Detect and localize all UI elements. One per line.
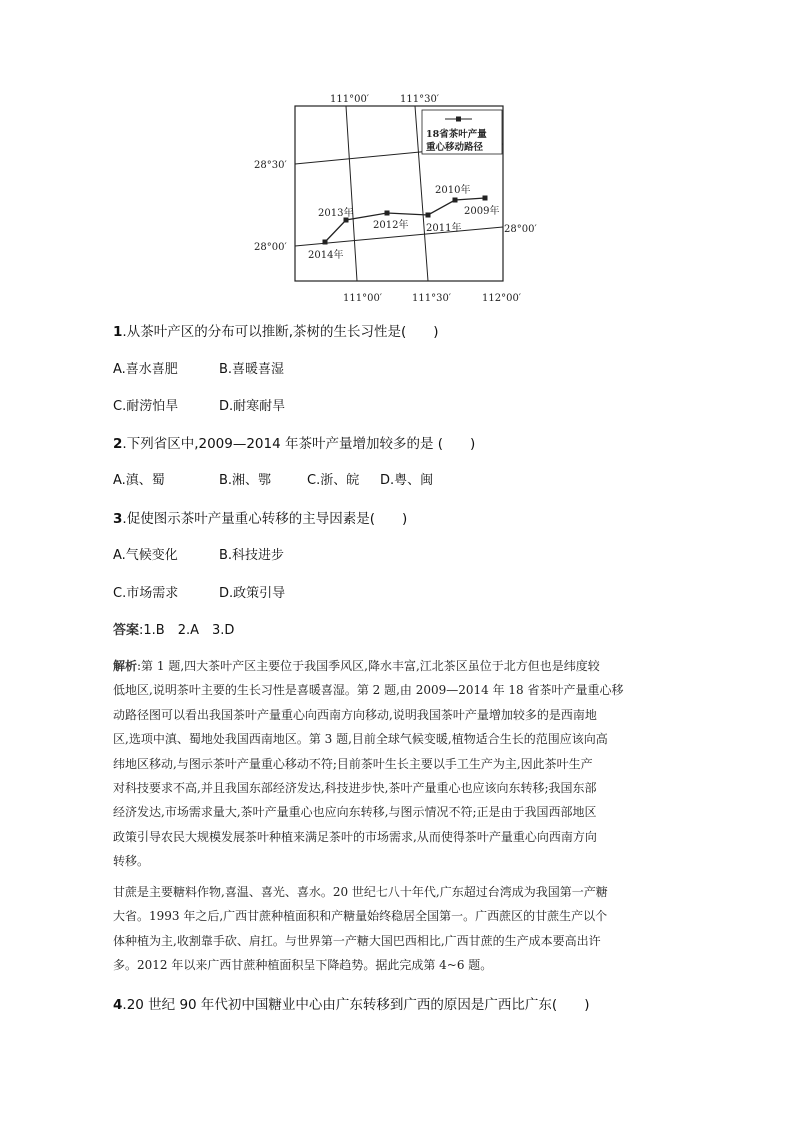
point-2010 xyxy=(453,198,458,203)
question-1-stem: .从茶叶产区的分布可以推断,茶树的生长习性是( ) xyxy=(122,324,439,340)
question-3-stem: .促使图示茶叶产量重心转移的主导因素是( ) xyxy=(122,511,408,527)
bottom-label-112-00: 112°00′ xyxy=(482,293,522,304)
question-3-number: 3 xyxy=(113,511,123,527)
q2-option-c: C.浙、皖 xyxy=(307,473,360,488)
question-1-options-row-1 xyxy=(113,358,284,377)
q1-option-c: C.耐涝怕旱 xyxy=(113,399,179,414)
analysis-line: 纬地区移动,与图示茶叶产量重心移动不符;目前茶叶生长主要以手工生产为主,因此茶叶生产 xyxy=(113,756,593,771)
legend-marker-icon xyxy=(456,117,461,122)
q1-option-a: A.喜水喜肥 xyxy=(113,362,178,377)
analysis-line: 转移。 xyxy=(113,854,150,869)
q2-option-a: A.滇、蜀 xyxy=(113,473,165,488)
analysis-line: 对科技要求不高,并且我国东部经济发达,科技进步快,茶叶产量重心也应该向东转移;我国东部 xyxy=(113,781,597,796)
question-2-options xyxy=(113,469,433,488)
year-label-2013: 2013年 xyxy=(318,208,354,219)
analysis-line: 政策引导农民大规模发展茶叶种植来满足茶叶的市场需求,从而使得茶叶产量重心向西南方向 xyxy=(113,829,597,844)
question-3-options-row-1 xyxy=(113,544,284,563)
left-label-28-30: 28°30′ xyxy=(254,160,287,171)
question-4-number: 4 xyxy=(113,997,123,1013)
question-2-number: 2 xyxy=(113,436,123,452)
analysis-line: 区,选项中滇、蜀地处我国西南地区。第 3 题,目前全球气候变暖,植物适合生长的范围应该向高 xyxy=(113,732,608,747)
q3-option-a: A.气候变化 xyxy=(113,548,178,563)
bottom-label-111-30: 111°30′ xyxy=(412,293,452,304)
analysis-line-text: :第 1 题,四大茶叶产区主要位于我国季风区,降水丰富,江北茶区虽位于北方但也是纬度较 xyxy=(137,659,600,673)
question-2 xyxy=(113,432,475,452)
bottom-label-111-00: 111°00′ xyxy=(343,293,383,304)
legend-line-2: 重心移动路径 xyxy=(426,142,484,153)
q1-option-b: B.喜暖喜湿 xyxy=(219,362,285,377)
tea-center-map xyxy=(250,92,540,307)
analysis-line: 经济发达,市场需求量大,茶叶产量重心也应向东转移,与图示情况不符;正是由于我国西部地区 xyxy=(113,805,597,820)
point-2012 xyxy=(385,211,390,216)
left-label-28-00: 28°00′ xyxy=(254,242,287,253)
analysis-line xyxy=(113,654,683,678)
material-line: 大省。1993 年之后,广西甘蔗种植面积和产糖量始终稳居全国第一。广西蔗区的甘蔗生产以个 xyxy=(113,909,608,924)
q1-option-d: D.耐寒耐旱 xyxy=(219,399,286,414)
question-1-number: 1 xyxy=(113,324,123,340)
meridian-111-00 xyxy=(346,106,357,281)
material-paragraph xyxy=(113,880,683,978)
year-label-2009: 2009年 xyxy=(464,206,500,217)
question-2-stem: .下列省区中,2009—2014 年茶叶产量增加较多的是 ( ) xyxy=(122,436,476,452)
q2-option-b: B.湘、鄂 xyxy=(219,473,272,488)
legend-line-1: 18省茶叶产量 xyxy=(426,129,487,140)
question-3 xyxy=(113,507,407,527)
year-label-2010: 2010年 xyxy=(435,185,471,196)
q3-option-b: B.科技进步 xyxy=(219,548,285,563)
analysis-paragraph xyxy=(113,654,683,874)
material-line: 多。2012 年以来广西甘蔗种植面积呈下降趋势。据此完成第 4~6 题。 xyxy=(113,958,493,973)
material-line: 甘蔗是主要糖料作物,喜温、喜光、喜水。20 世纪七八十年代,广东超过台湾成为我国第一产糖 xyxy=(113,885,608,899)
analysis-label: 解析 xyxy=(113,659,138,673)
answer-line xyxy=(113,619,234,638)
question-4 xyxy=(113,993,589,1013)
analysis-line: 低地区,说明茶叶主要的生长习性是喜暖喜湿。第 2 题,由 2009—2014 年 18 省茶叶产量重心移 xyxy=(113,683,624,698)
answer-text: :1.B 2.A 3.D xyxy=(139,623,235,638)
question-4-stem: .20 世纪 90 年代初中国糖业中心由广东转移到广西的原因是广西比广东( ) xyxy=(122,997,590,1013)
question-1 xyxy=(113,320,439,340)
q2-option-d: D.粤、闽 xyxy=(380,473,434,488)
q3-option-c: C.市场需求 xyxy=(113,586,179,601)
top-label-111-00: 111°00′ xyxy=(330,94,370,105)
q3-option-d: D.政策引导 xyxy=(219,586,286,601)
year-label-2012: 2012年 xyxy=(373,220,409,231)
top-label-111-30: 111°30′ xyxy=(400,94,440,105)
point-2011 xyxy=(426,213,431,218)
question-3-options-row-2 xyxy=(113,582,285,601)
analysis-line: 动路径图可以看出我国茶叶产量重心向西南方向移动,说明我国茶叶产量增加较多的是西南地 xyxy=(113,707,597,722)
year-label-2014: 2014年 xyxy=(308,250,344,261)
right-label-28-00: 28°00′ xyxy=(504,224,537,235)
point-2009 xyxy=(483,196,488,201)
point-2014 xyxy=(323,240,328,245)
material-line: 体种植为主,收割靠手砍、肩扛。与世界第一产糖大国巴西相比,广西甘蔗的生产成本要高出许 xyxy=(113,933,601,948)
answer-label: 答案 xyxy=(113,623,140,638)
year-label-2011: 2011年 xyxy=(426,223,462,234)
question-1-options-row-2 xyxy=(113,395,285,414)
